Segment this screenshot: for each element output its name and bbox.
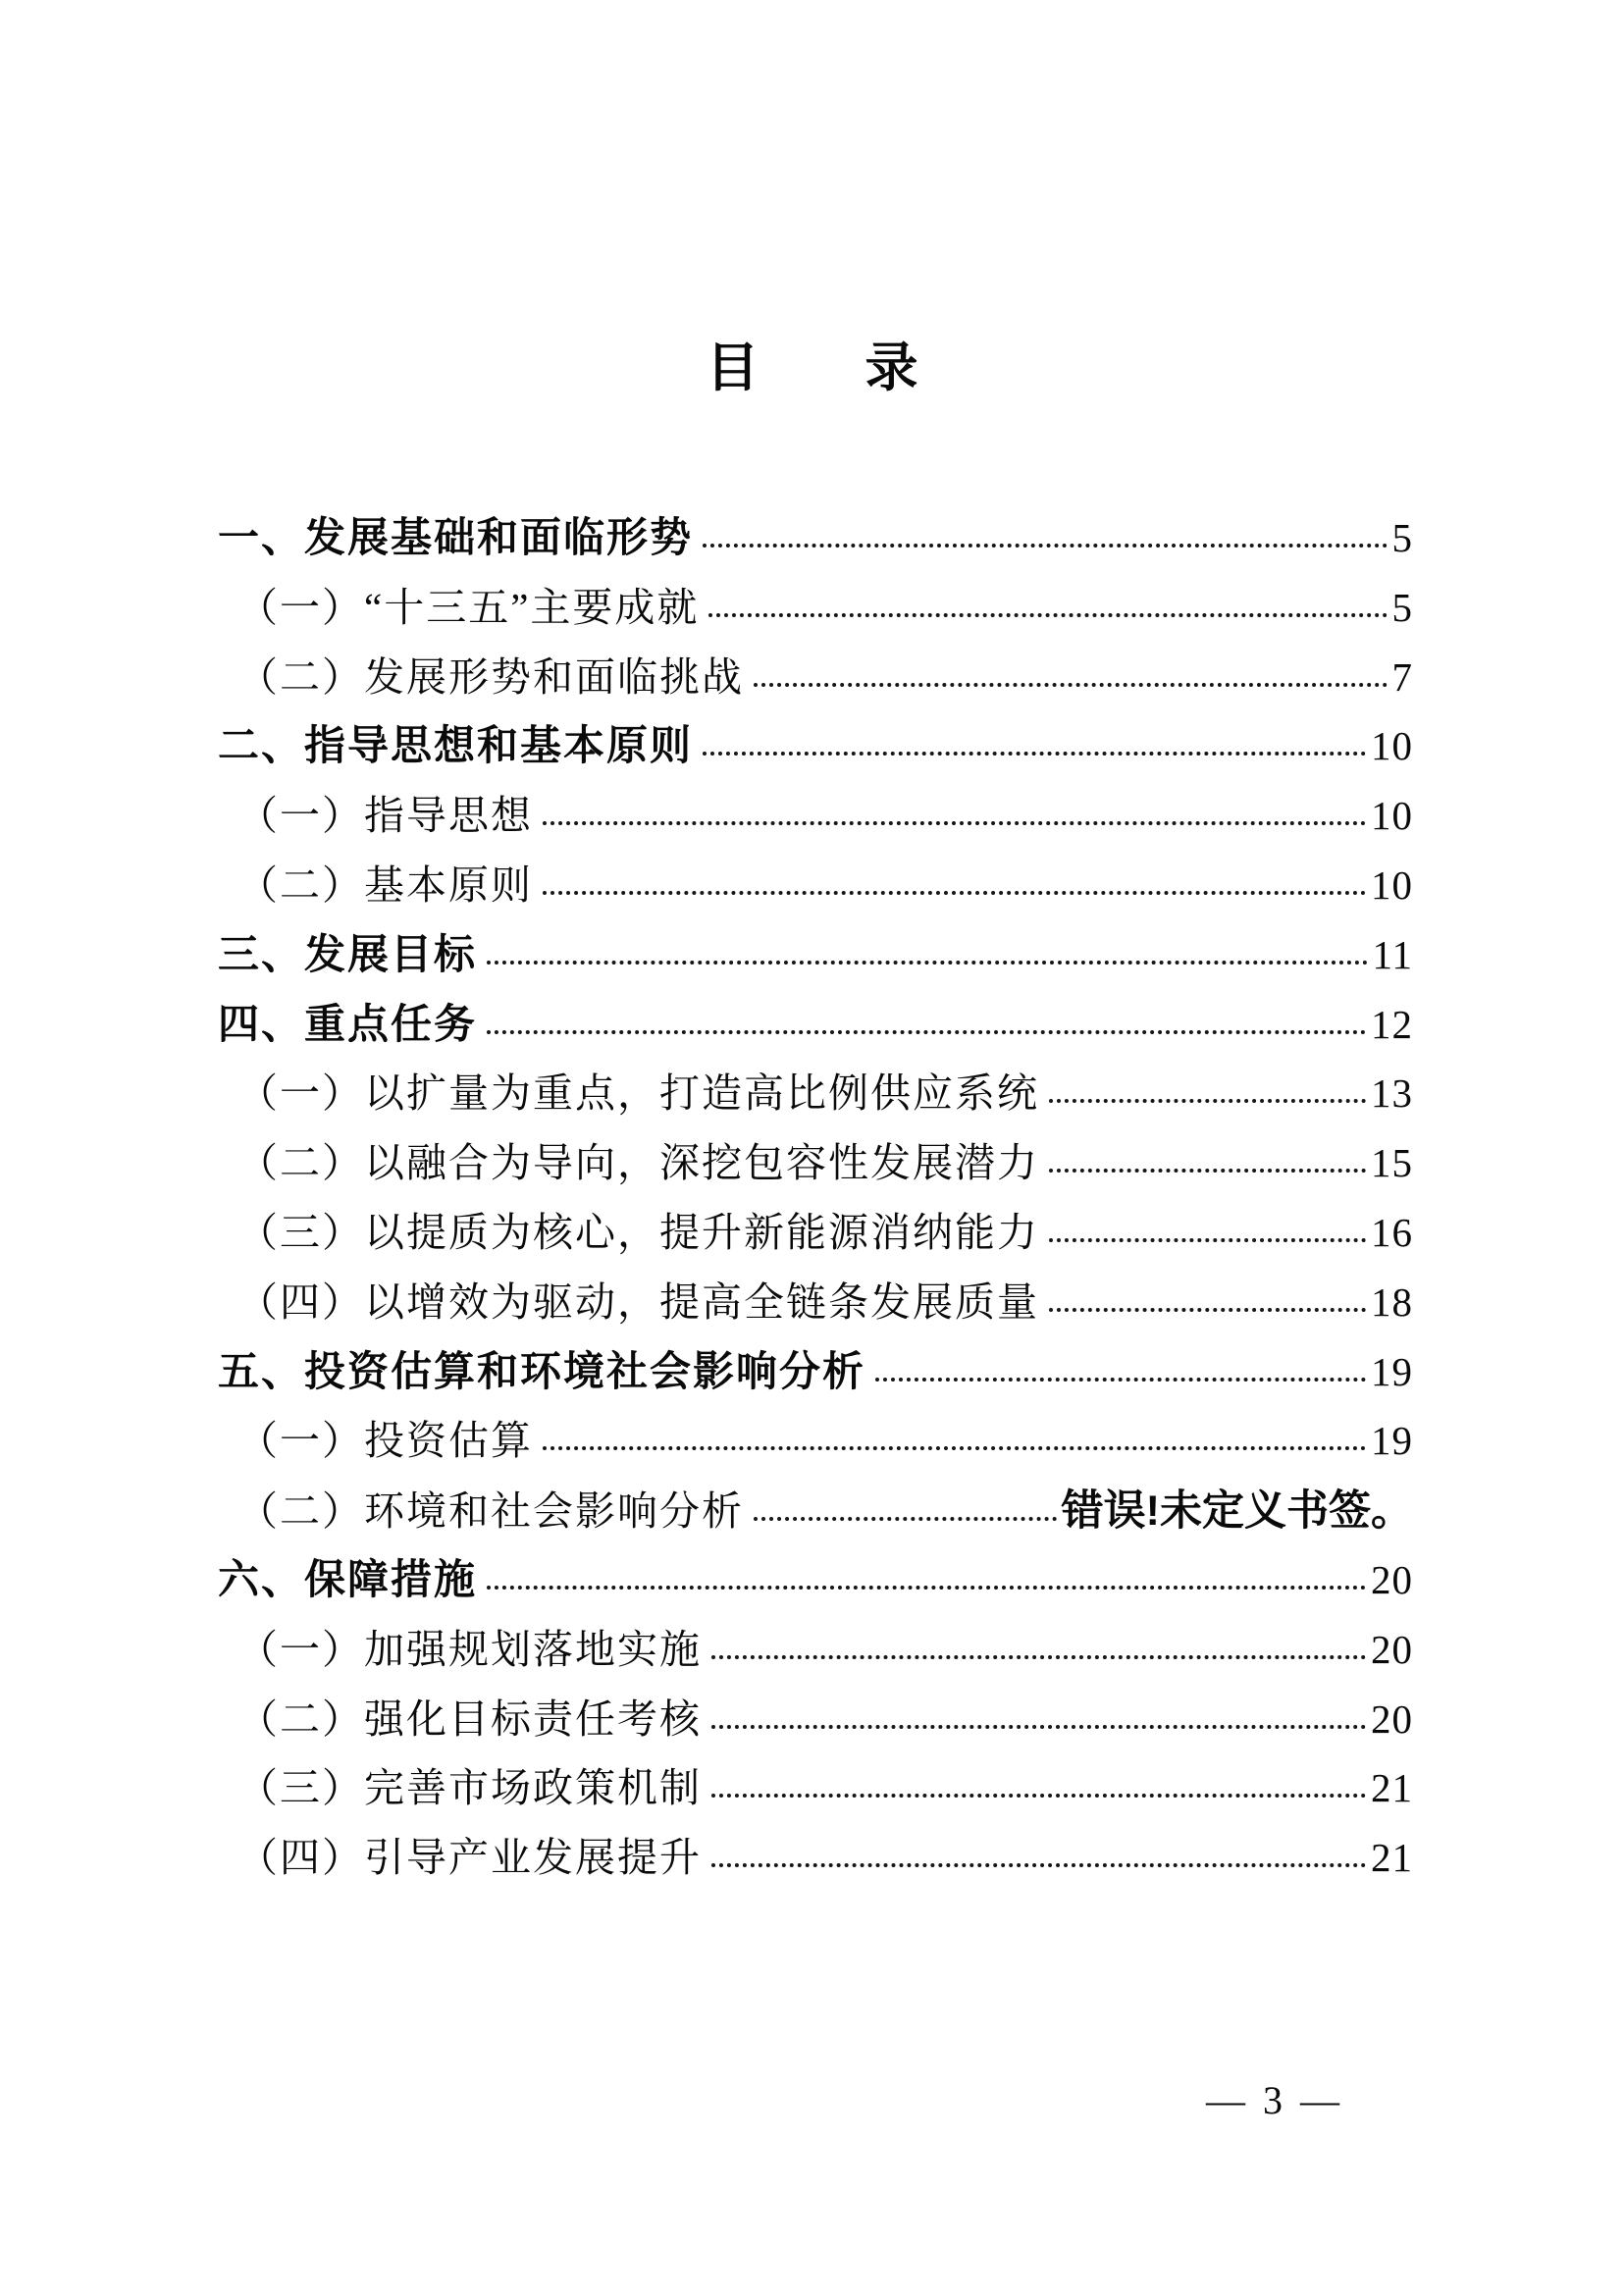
dot-leader: [1049, 1099, 1366, 1103]
toc-page-number: 18: [1371, 1278, 1413, 1325]
toc-entry-label: （二）基本原则: [237, 861, 533, 908]
toc-entry[interactable]: [218, 1468, 1413, 1538]
dot-leader: [703, 544, 1387, 548]
toc-entry[interactable]: [218, 773, 1413, 843]
page-number-footer: — 3 —: [1206, 2078, 1343, 2122]
toc-page-number: 12: [1371, 1001, 1413, 1047]
toc-entry[interactable]: [218, 1746, 1413, 1815]
toc-entry-label: （一）指导思想: [237, 793, 533, 839]
dot-leader: [487, 1030, 1366, 1034]
toc-entry[interactable]: [218, 1051, 1413, 1121]
toc-entry[interactable]: [218, 496, 1413, 565]
dot-leader: [1049, 1169, 1366, 1173]
toc-list: [218, 496, 1413, 1885]
toc-entry[interactable]: [218, 1607, 1413, 1677]
toc-entry-label: （二）强化目标责任考核: [237, 1695, 702, 1742]
toc-entry[interactable]: [218, 1190, 1413, 1260]
dot-leader: [754, 1517, 1057, 1521]
error-bookmark-ref: 错误!未定义书签。: [1061, 1487, 1413, 1536]
toc-entry[interactable]: [218, 1538, 1413, 1607]
dot-leader: [487, 961, 1368, 965]
toc-entry-label: 一、发展基础和面临形势: [218, 514, 694, 560]
toc-page-number: 5: [1391, 584, 1413, 630]
toc-entry[interactable]: [218, 1815, 1413, 1885]
toc-page-number: 13: [1371, 1070, 1413, 1117]
toc-entry[interactable]: [218, 1677, 1413, 1747]
dot-leader: [487, 1586, 1366, 1590]
toc-page-number: 19: [1371, 1418, 1413, 1464]
toc-entry[interactable]: [218, 843, 1413, 913]
toc-entry[interactable]: [218, 1330, 1413, 1399]
toc-entry-label: （一）加强规划落地实施: [237, 1626, 702, 1672]
toc-entry[interactable]: [218, 982, 1413, 1052]
toc-entry[interactable]: [218, 1260, 1413, 1330]
toc-entry-label: （四）以增效为驱动，提高全链条发展质量: [237, 1278, 1039, 1325]
dot-leader: [543, 821, 1366, 825]
dot-leader: [703, 752, 1366, 756]
dot-leader: [875, 1378, 1366, 1382]
toc-entry-label: （一）投资估算: [237, 1418, 533, 1464]
toc-entry-label: （一）以扩量为重点，打造高比例供应系统: [237, 1070, 1039, 1117]
toc-page-number: 19: [1371, 1348, 1413, 1394]
toc-entry-label: 二、指导思想和基本原则: [218, 722, 694, 769]
dot-leader: [711, 1794, 1366, 1798]
toc-page-number: 10: [1371, 793, 1413, 839]
toc-page-number: 20: [1371, 1695, 1413, 1742]
page-title: 目 录: [706, 339, 918, 397]
toc-entry[interactable]: [218, 704, 1413, 773]
toc-entry[interactable]: [218, 635, 1413, 704]
toc-entry-label: 五、投资估算和环境社会影响分析: [218, 1347, 866, 1394]
toc-entry[interactable]: [218, 913, 1413, 982]
dot-leader: [543, 891, 1366, 895]
toc-page-number: 21: [1371, 1765, 1413, 1811]
toc-entry-label: （三）以提质为核心，提升新能源消纳能力: [237, 1209, 1039, 1255]
dot-leader: [543, 1446, 1366, 1450]
toc-entry-label: （二）环境和社会影响分析: [237, 1488, 744, 1535]
toc-entry-label: 四、重点任务: [218, 1000, 478, 1047]
toc-entry-label: 六、保障措施: [218, 1555, 478, 1602]
toc-entry[interactable]: [218, 565, 1413, 635]
toc-page-number: 7: [1391, 653, 1413, 700]
toc-entry[interactable]: [218, 1398, 1413, 1468]
dot-leader: [754, 683, 1388, 687]
toc-page-number: 15: [1371, 1140, 1413, 1186]
dot-leader: [711, 1655, 1366, 1659]
toc-entry-label: （一）“十三五”主要成就: [237, 584, 700, 630]
toc-page-number: 20: [1371, 1626, 1413, 1672]
toc-entry-label: 三、发展目标: [218, 930, 478, 977]
dot-leader: [1049, 1308, 1366, 1312]
dot-leader: [711, 1725, 1366, 1729]
dot-leader: [711, 1863, 1366, 1867]
toc-page-number: 20: [1371, 1556, 1413, 1602]
toc-entry-label: （三）完善市场政策机制: [237, 1765, 702, 1811]
dot-leader: [1049, 1238, 1366, 1242]
toc-entry-label: （四）引导产业发展提升: [237, 1835, 702, 1881]
toc-page-number: 10: [1371, 861, 1413, 908]
toc-entry-label: （二）发展形势和面临挑战: [237, 653, 744, 700]
toc-page-number: 16: [1371, 1209, 1413, 1255]
toc-page-number: 5: [1391, 515, 1413, 560]
toc-entry[interactable]: [218, 1121, 1413, 1190]
dot-leader: [708, 613, 1387, 617]
toc-page-number: 21: [1371, 1835, 1413, 1881]
toc-entry-label: （二）以融合为导向，深挖包容性发展潜力: [237, 1140, 1039, 1186]
toc-page-number: 10: [1371, 723, 1413, 769]
toc-page-number: 11: [1372, 931, 1413, 977]
